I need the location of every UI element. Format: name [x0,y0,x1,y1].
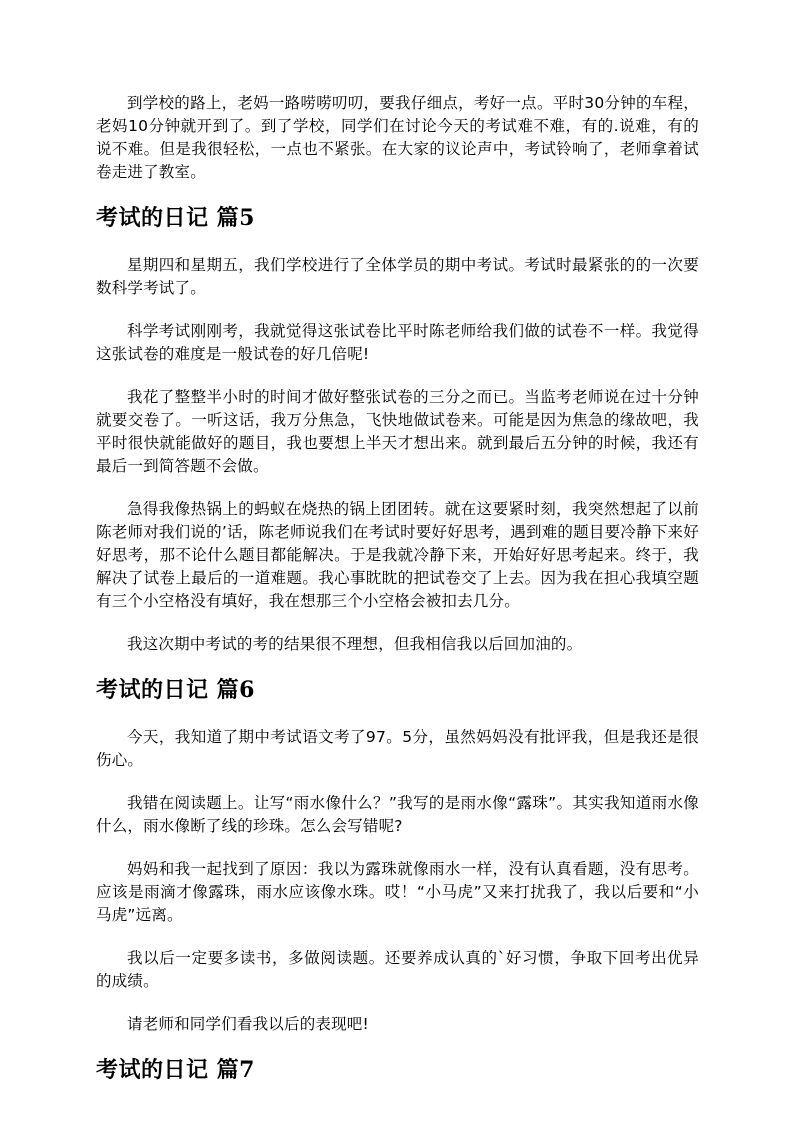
section-heading: 考试的日记 篇7 [96,1057,255,1083]
paragraph: 我这次期中考试的考的结果很不理想，但我相信我以后回加油的。 [127,635,583,653]
document-page [96,92,699,1106]
paragraph: 我花了整整半小时的时间才做好整张试卷的三分之而已。当监考老师说在过十分钟就要交卷了。一听这话，我万分焦急，飞快地做试卷来。可能是因为焦急的缘故吧，我平时很快就能做好的题目，我也要想上半天才想出来。就到最后五分钟的时候，我还有最后一到简答题不会做。 [96,388,699,475]
section-heading: 考试的日记 篇5 [96,205,255,231]
paragraph: 到学校的路上，老妈一路唠唠叨叨，要我仔细点，考好一点。平时30分钟的车程，老妈10分钟就开到了。到了学校，同学们在讨论今天的考试难不难，有的.说难，有的说不难。但是我很轻松，一点也不紧张。在大家的议论声中，考试铃响了，老师拿着试卷走进了教室。 [96,94,699,181]
section-7 [96,1056,699,1084]
section-5 [96,204,699,656]
paragraph: 妈妈和我一起找到了原因：我以为露珠就像雨水一样，没有认真看题，没有思考。应该是雨滴才像露珠，雨水应该像水珠。哎！“小马虎”又来打扰我了，我以后要和“小马虎”远离。 [96,860,699,924]
paragraph: 急得我像热锅上的蚂蚁在烧热的锅上团团转。就在这要紧时刻，我突然想起了以前陈老师对我们说的’话，陈老师说我们在考试时要好好思考，遇到难的题目要冷静下来好好思考，那不论什么题目都能解决。于是我就冷静下来，开始好好思考起来。终于，我解决了试卷上最后的一道难题。我心事眈眈的把试卷交了上去。因为我在担心我填空题有三个小空格没有填好，我在想那三个小空格会被扣去几分。 [96,500,699,610]
paragraph: 星期四和星期五，我们学校进行了全体学员的期中考试。考试时最紧张的的一次要数科学考试了。 [96,256,699,297]
paragraph: 科学考试刚刚考，我就觉得这张试卷比平时陈老师给我们做的试卷不一样。我觉得这张试卷的难度是一般试卷的好几倍呢! [96,322,699,363]
paragraph: 我以后一定要多读书，多做阅读题。还要养成认真的`好习惯，争取下回考出优异的成绩。 [96,949,699,990]
paragraph: 今天，我知道了期中考试语文考了97。5分，虽然妈妈没有批评我，但是我还是很伤心。 [96,728,699,769]
section-heading: 考试的日记 篇6 [96,677,255,703]
paragraph: 请老师和同学们看我以后的表现吧! [127,1015,369,1033]
paragraph: 我错在阅读题上。让写“雨水像什么？”我写的是雨水像“露珠”。其实我知道雨水像什么，雨水像断了线的珍珠。怎么会写错呢? [96,794,699,835]
section-6 [96,676,699,1036]
